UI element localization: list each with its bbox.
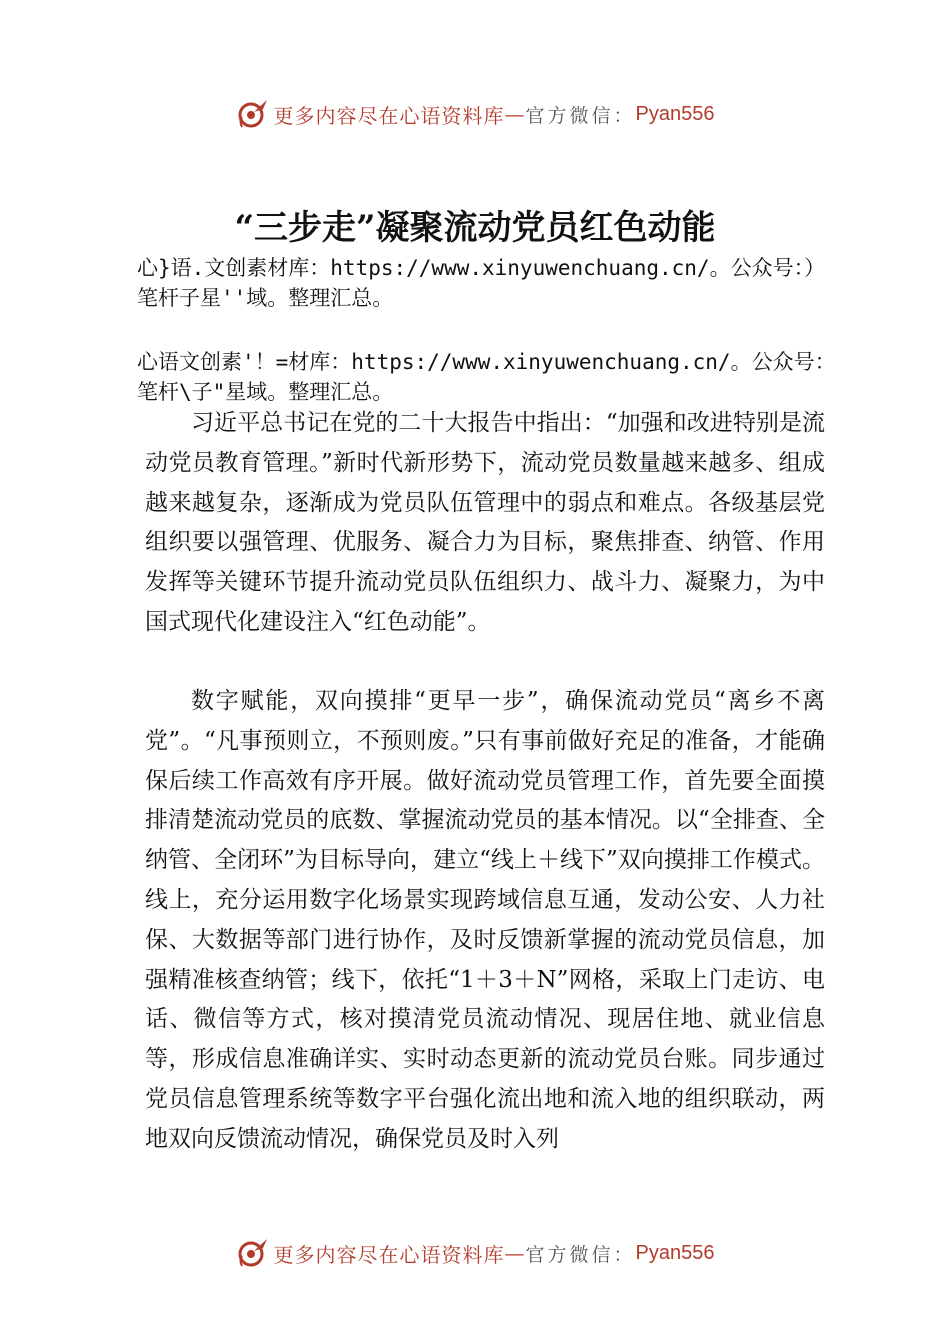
- header-separator: —: [504, 102, 526, 126]
- footer-wechat-id: Pyan556: [635, 1241, 715, 1264]
- header-wechat-label: 官方微信：: [525, 104, 636, 127]
- header-watermark-banner: [0, 94, 950, 134]
- header-brand-text: 更多内容尽在心语资料库: [273, 103, 505, 128]
- document-title: “三步走”凝聚流动党员红色动能: [234, 208, 716, 248]
- quill-seal-logo-icon: [236, 97, 270, 131]
- quill-seal-logo-icon: [236, 1236, 270, 1270]
- source-note-1: 心}语.文创素材库：https://www.xinyuwenchuang.cn/。公众号：）笔杆子星''域。整理汇总。: [137, 256, 826, 310]
- footer-brand-text: 更多内容尽在心语资料库: [273, 1242, 505, 1267]
- footer-wechat-label: 官方微信：: [525, 1243, 636, 1266]
- footer-separator: —: [504, 1241, 526, 1265]
- source-note-2: 心语文创素'！=材库：https://www.xinyuwenchuang.cn/。公众号：笔杆\子"星域。整理汇总。: [137, 350, 836, 404]
- body-paragraph-2: 数字赋能，双向摸排“更早一步”，确保流动党员“离乡不离党”。“凡事预则立，不预则废。”只有事前做好充足的准备，才能确保后续工作高效有序开展。做好流动党员管理工作，首先要全面摸排清楚流动党员的底数、掌握流动党员的基本情况。以“全排查、全纳管、全闭环”为目标导向，建立“线上＋线下”双向摸排工作模式。线上，充分运用数字化场景实现跨域信息互通，发动公安、人力社保、大数据等部门进行协作，及时反馈新掌握的流动党员信息，加强精准核查纳管；线下，依托“1＋3＋N”网格，采取上门走访、电话、微信等方式，核对摸清党员流动情况、现居住地、就业信息等，形成信息准确详实、实时动态更新的流动党员台账。同步通过党员信息管理系统等数字平台强化流出地和流入地的组织联动，两地双向反馈流动情况，确保党员及时入列: [145, 688, 825, 1152]
- body-paragraph-1: 习近平总书记在党的二十大报告中指出：“加强和改进特别是流动党员教育管理。”新时代新形势下，流动党员数量越来越多、组成越来越复杂，逐渐成为党员队伍管理中的弱点和难点。各级基层党组织要以强管理、优服务、凝合力为目标，聚焦排查、纳管、作用发挥等关键环节提升流动党员队伍组织力、战斗力、凝聚力，为中国式现代化建设注入“红色动能”。: [145, 410, 825, 635]
- footer-watermark-banner: [0, 1233, 950, 1273]
- header-wechat-id: Pyan556: [635, 102, 715, 125]
